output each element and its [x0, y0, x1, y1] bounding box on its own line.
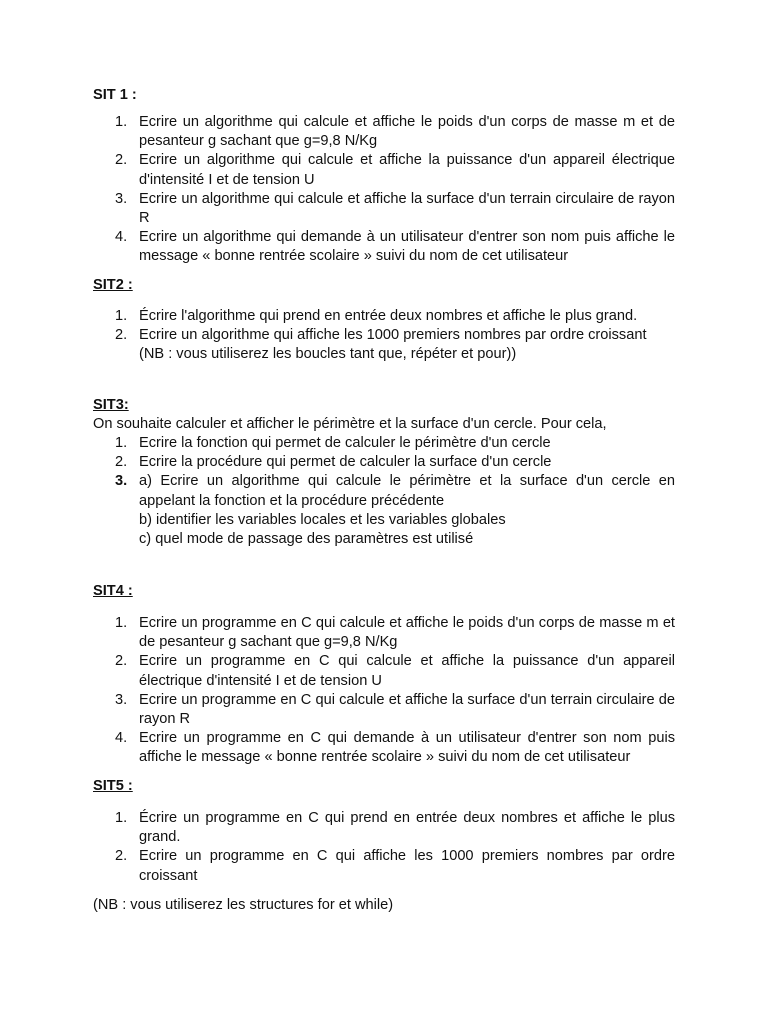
- item-text: Ecrire un algorithme qui calcule et affiche la surface d'un terrain circulaire de rayon R: [139, 190, 675, 227]
- list-item: 3. a) Ecrire un algorithme qui calcule le périmètre et la surface d'un cercle en appelant la fonction et la procédure précédente b) identifier les variables locales et les variables globales c) quel mode de passage des paramètres est utilisé: [93, 472, 675, 549]
- sit5-list: [93, 809, 675, 886]
- item-text: Ecrire un programme en C qui calcule et affiche la puissance d'un appareil électrique d'intensité I et de tension U: [139, 653, 675, 689]
- list-item: 1. Écrire un programme en C qui prend en entrée deux nombres et affiche le plus grand.: [115, 810, 675, 846]
- list-item: 2. Ecrire un algorithme qui calcule et affiche la puissance d'un appareil électrique d'intensité I et de tension U: [115, 152, 675, 188]
- list-item: 4. Ecrire un programme en C qui demande à un utilisateur d'entrer son nom puis affiche le message « bonne rentrée scolaire » suivi du nom de cet utilisateur: [115, 730, 675, 766]
- item-text: Ecrire un algorithme qui affiche les 1000 premiers nombres par ordre croissant: [139, 327, 647, 344]
- final-note: (NB : vous utiliserez les structures for et while): [93, 897, 394, 913]
- item-text: Ecrire un programme en C qui calcule et affiche le poids d'un corps de masse m et de pesanteur g sachant que g=9,8 N/Kg: [139, 615, 675, 651]
- sit3-sub-b: b) identifier les variables locales et les variables globales: [139, 511, 506, 528]
- list-item: 1. Ecrire un programme en C qui calcule et affiche le poids d'un corps de masse m et de pesanteur g sachant que g=9,8 N/Kg: [115, 615, 675, 651]
- item-text: Ecrire la fonction qui permet de calculer le périmètre d'un cercle: [139, 435, 551, 451]
- sit3-sub-c: c) quel mode de passage des paramètres est utilisé: [139, 531, 474, 548]
- sit3-intro: On souhaite calculer et afficher le périmètre et la surface d'un cercle. Pour cela,: [93, 416, 607, 432]
- list-item: 4. Ecrire un algorithme qui demande à un utilisateur d'entrer son nom puis affiche le message « bonne rentrée scolaire » suivi du nom de cet utilisateur: [115, 229, 675, 265]
- list-item: 1. Ecrire la fonction qui permet de calculer le périmètre d'un cercle: [115, 435, 551, 451]
- item-text: Ecrire un algorithme qui calcule et affiche la puissance d'un appareil électrique d'intensité I et de tension U: [139, 152, 675, 188]
- list-item: 2. Ecrire un programme en C qui affiche les 1000 premiers nombres par ordre croissant: [115, 848, 675, 884]
- item-text: a) Ecrire un algorithme qui calcule le périmètre et la surface d'un cercle en appelant la fonction et la procédure précédente: [139, 473, 675, 509]
- item-text: Écrire l'algorithme qui prend en entrée deux nombres et affiche le plus grand.: [139, 308, 638, 324]
- item-text: Ecrire un algorithme qui calcule et affiche le poids d'un corps de masse m et de pesanteur g sachant que g=9,8 N/Kg: [139, 114, 675, 150]
- sit3-heading: SIT3:: [93, 397, 129, 413]
- list-item: 2. Ecrire un algorithme qui affiche les 1000 premiers nombres par ordre croissant (NB : vous utiliserez les boucles tant que, répéter et pour)): [93, 326, 675, 364]
- sit1-heading: SIT 1 :: [93, 87, 137, 103]
- sit4-list: [93, 614, 675, 768]
- sit2-note: (NB : vous utiliserez les boucles tant que, répéter et pour)): [139, 346, 517, 363]
- list-item: 2. Ecrire un programme en C qui calcule et affiche la puissance d'un appareil électrique d'intensité I et de tension U: [115, 653, 675, 689]
- list-item: 2. Ecrire la procédure qui permet de calculer la surface d'un cercle: [115, 454, 552, 471]
- sit2-list: [93, 307, 675, 365]
- sit4-heading: SIT4 :: [93, 583, 133, 599]
- sit3-list: [93, 434, 675, 549]
- item-text: Écrire un programme en C qui prend en entrée deux nombres et affiche le plus grand.: [139, 810, 675, 846]
- sit1-list: [93, 113, 675, 267]
- list-item: 1. Ecrire un algorithme qui calcule et affiche le poids d'un corps de masse m et de pesanteur g sachant que g=9,8 N/Kg: [115, 114, 675, 150]
- item-text: Ecrire un algorithme qui demande à un utilisateur d'entrer son nom puis affiche le message « bonne rentrée scolaire » suivi du nom de cet utilisateur: [139, 229, 675, 265]
- sit5-heading: SIT5 :: [93, 778, 133, 794]
- item-text: Ecrire un programme en C qui affiche les 1000 premiers nombres par ordre croissant: [139, 848, 675, 884]
- list-item: 1. Écrire l'algorithme qui prend en entrée deux nombres et affiche le plus grand.: [115, 308, 638, 324]
- item-text: Ecrire un programme en C qui calcule et affiche la surface d'un terrain circulaire de rayon R: [139, 691, 675, 728]
- item-text: Ecrire un programme en C qui demande à un utilisateur d'entrer son nom puis affiche le message « bonne rentrée scolaire » suivi du nom de cet utilisateur: [139, 730, 675, 766]
- item-text: Ecrire la procédure qui permet de calculer la surface d'un cercle: [139, 454, 552, 471]
- list-item: 3. Ecrire un programme en C qui calcule et affiche la surface d'un terrain circulaire de rayon R: [115, 691, 675, 728]
- sit2-heading: SIT2 :: [93, 277, 133, 293]
- list-item: 3. Ecrire un algorithme qui calcule et affiche la surface d'un terrain circulaire de rayon R: [115, 190, 675, 227]
